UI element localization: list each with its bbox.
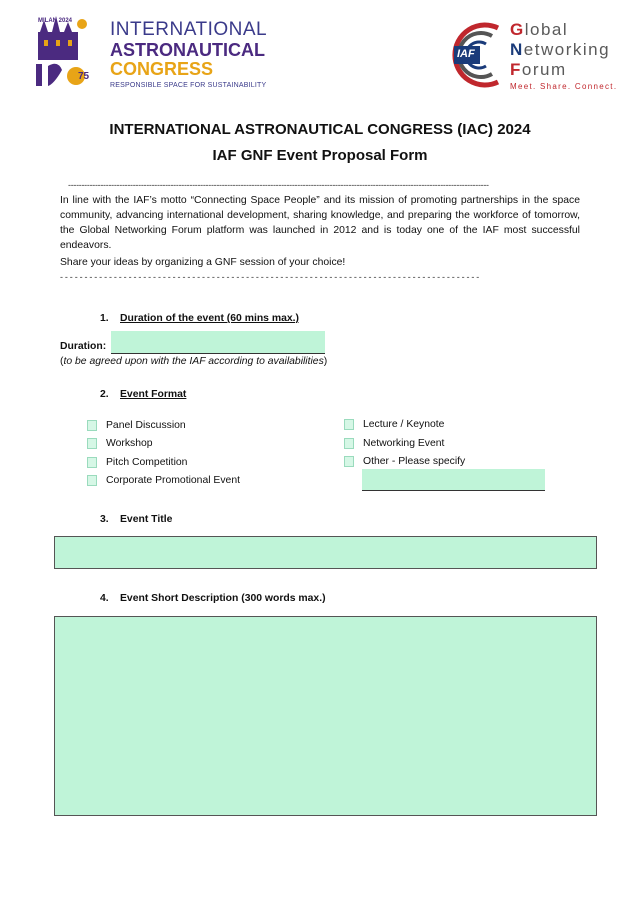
- iac-wordmark: [110, 20, 267, 89]
- checkbox-icon[interactable]: [87, 420, 97, 431]
- iac-line3: CONGRESS: [110, 59, 214, 79]
- gnf-word-forum: orum: [521, 60, 567, 79]
- iac-line1: INTERNATIONAL: [110, 19, 268, 40]
- gnf-word-networking: etworking: [523, 40, 611, 59]
- gnf-mark-text: IAF: [457, 48, 475, 60]
- checkbox-icon[interactable]: [344, 456, 354, 467]
- section-heading-text: Event Format: [120, 389, 187, 400]
- format-option-label: Panel Discussion: [106, 420, 186, 431]
- iac-tagline: RESPONSIBLE SPACE FOR SUSTAINABILITY: [110, 82, 267, 89]
- duration-input[interactable]: [111, 331, 325, 354]
- format-option-panel[interactable]: [87, 420, 186, 431]
- duration-label: Duration:: [60, 341, 107, 352]
- format-option-label: Networking Event: [363, 438, 445, 449]
- format-option-label: Lecture / Keynote: [363, 419, 445, 430]
- gnf-wordmark: [510, 20, 610, 80]
- section-heading-text: Event Title: [120, 514, 173, 525]
- iac-badge-text: MILAN 2024: [38, 18, 73, 24]
- checkbox-icon[interactable]: [87, 457, 97, 468]
- format-option-pitch[interactable]: [87, 457, 188, 468]
- duration-note: (to be agreed upon with the IAF according to availabilities): [60, 356, 328, 367]
- section-number: 3.: [100, 514, 109, 525]
- section-title-heading: [100, 514, 172, 525]
- event-title-input[interactable]: [54, 536, 597, 569]
- format-option-networking[interactable]: [344, 438, 445, 449]
- bottom-divider: - - - - - - - - - - - - - - - - - - - - - - - - - - - - - - - - - - - - - - - - - - - - - - - - - - - - - - - - - - - - - - - - - - - - - - - - - - - - - - - - - - - - - -: [60, 272, 479, 282]
- section-number: 2.: [100, 389, 109, 400]
- iac-logo: [34, 14, 268, 94]
- checkbox-icon[interactable]: [344, 419, 354, 430]
- section-heading-text: Duration of the event (60 mins max.): [120, 313, 299, 324]
- section-heading-text: Event Short Description (300 words max.): [120, 593, 326, 604]
- format-option-label: Pitch Competition: [106, 457, 188, 468]
- section-duration-heading: [100, 313, 299, 324]
- section-number: 1.: [100, 313, 109, 324]
- format-option-label: Other - Please specify: [363, 456, 466, 467]
- gnf-initial-n: N: [510, 40, 524, 59]
- gnf-logo: [446, 16, 626, 96]
- intro-paragraph: In line with the IAF’s motto “Connecting Space People” and its mission of promoting partnerships in the space community, advancing international development, sharing knowledge, and preparing the workforce of tomorrow, the Global Networking Forum platform was launched in 2012 and is today one of the IAF most successful endeavors.: [60, 195, 580, 251]
- event-description-textarea[interactable]: [54, 616, 597, 816]
- format-option-label: Corporate Promotional Event: [106, 475, 240, 486]
- gnf-initial-f: F: [510, 60, 522, 79]
- iac-anniversary: 75: [78, 71, 90, 82]
- format-option-corporate[interactable]: [87, 475, 240, 486]
- form-title: IAF GNF Event Proposal Form: [212, 147, 428, 164]
- section-description-heading: [100, 593, 326, 604]
- gnf-tagline: Meet. Share. Connect.: [510, 82, 618, 91]
- checkbox-icon[interactable]: [87, 438, 97, 449]
- other-specify-input[interactable]: [362, 469, 545, 491]
- share-text: Share your ideas by organizing a GNF session of your choice!: [60, 257, 346, 268]
- top-divider: ------------------------------------------------------------------------------------------------------------------------------------------------------------: [68, 180, 489, 190]
- gnf-globe-icon: [446, 16, 508, 92]
- gnf-word-global: lobal: [524, 20, 569, 39]
- section-format-heading: [100, 389, 186, 400]
- page-title: INTERNATIONAL ASTRONAUTICAL CONGRESS (IAC) 2024: [109, 121, 531, 138]
- format-option-lecture[interactable]: [344, 419, 445, 430]
- checkbox-icon[interactable]: [87, 475, 97, 486]
- iac-line2: ASTRONAUTICAL: [110, 40, 265, 60]
- format-option-other[interactable]: [344, 456, 466, 467]
- format-option-label: Workshop: [106, 438, 153, 449]
- section-number: 4.: [100, 593, 109, 604]
- duration-note-text: to be agreed upon with the IAF according to availabilities: [63, 356, 324, 367]
- checkbox-icon[interactable]: [344, 438, 354, 449]
- format-option-workshop[interactable]: [87, 438, 153, 449]
- gnf-initial-g: G: [510, 20, 525, 39]
